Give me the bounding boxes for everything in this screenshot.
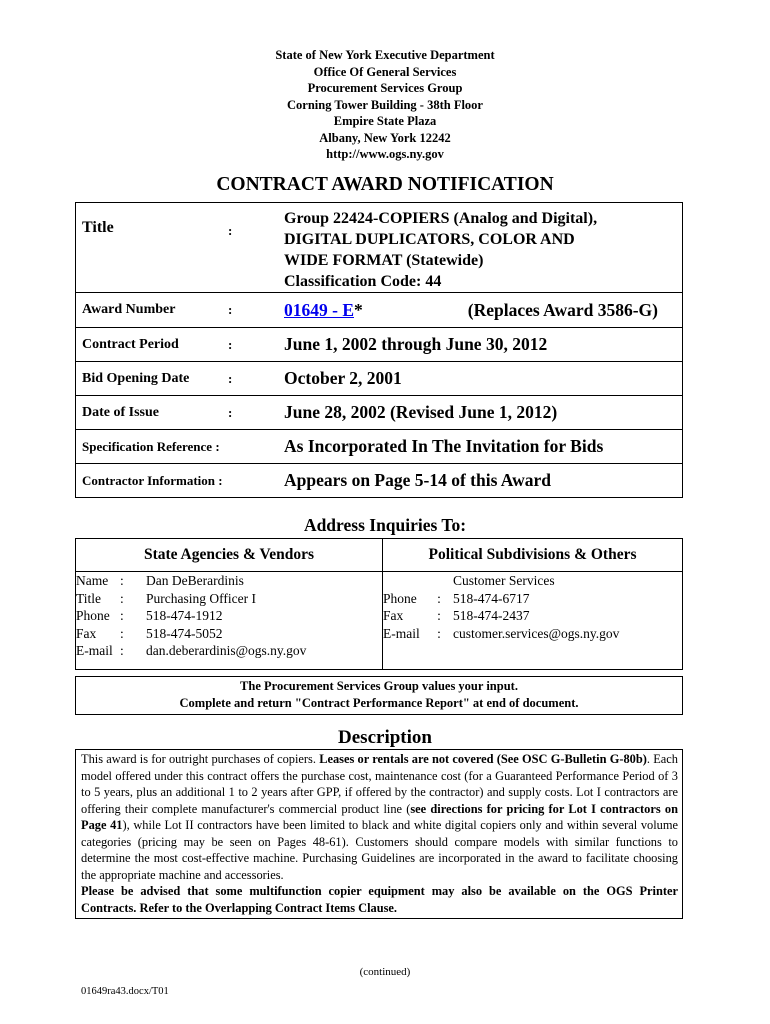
colon: : xyxy=(222,396,284,430)
bid-opening-row xyxy=(76,362,683,396)
contact-fax-row: Fax : 518-474-5052 xyxy=(76,625,223,641)
contract-period-row xyxy=(76,328,683,362)
contact-phone-row: Phone : 518-474-1912 xyxy=(76,608,223,623)
header-line: Empire State Plaza xyxy=(333,114,437,128)
cs-email-row: E-mail : customer.services@ogs.ny.gov xyxy=(383,625,620,641)
contact-title-row: Title : Purchasing Officer I xyxy=(76,590,256,606)
desc-advisory: Please be advised that some multifunction copier equipment may also be available on the OGS Printer Contracts. Refer to the Overlapping Contract Items Clause. xyxy=(81,884,678,915)
award-number-value xyxy=(284,293,683,328)
spec-ref-label xyxy=(76,430,285,464)
contract-period-value: June 1, 2002 through June 30, 2012 xyxy=(284,328,683,362)
colon: : xyxy=(228,223,233,238)
contact-name-row: Name : Dan DeBerardinis xyxy=(76,573,244,588)
description-title: Description xyxy=(338,727,432,748)
date-of-issue-label: Date of Issue xyxy=(76,396,223,430)
left-heading: State Agencies & Vendors xyxy=(76,539,383,572)
org-row: Customer Services xyxy=(453,573,555,588)
agency-header xyxy=(0,47,770,163)
feedback-line: The Procurement Services Group values your input. xyxy=(240,679,518,693)
spec-ref-row xyxy=(76,430,683,464)
desc-text: ), while Lot II contractors have been limited to black and white digital copiers only and within several volume categories (pricing may be seen on Pages 48-61). Customers should compare models with similar functions to determine the most cost-effective machine. Purchasing Guidelines are incorporated in the award to facilitate choosing the appropriate machine and accessories. xyxy=(81,818,679,882)
feedback-line: Complete and return "Contract Performance Report" at end of document. xyxy=(179,696,579,710)
feedback-box xyxy=(75,676,683,715)
state-contact xyxy=(76,572,383,670)
address-table xyxy=(75,538,683,670)
replaces-award: (Replaces Award 3586-G) xyxy=(467,299,658,320)
description-box xyxy=(75,749,683,919)
contract-period-label: Contract Period xyxy=(76,328,223,362)
contact-email-link[interactable]: dan.deberardinis@ogs.ny.gov xyxy=(146,643,307,658)
page-title: CONTRACT AWARD NOTIFICATION xyxy=(216,174,554,195)
contractor-value: Appears on Page 5-14 of this Award xyxy=(284,464,683,498)
header-line: Procurement Services Group xyxy=(307,81,463,95)
bid-opening-value: October 2, 2001 xyxy=(284,362,683,396)
contractor-row xyxy=(76,464,683,498)
cs-email-link[interactable]: customer.services@ogs.ny.gov xyxy=(453,625,620,641)
cs-phone-row: Phone : 518-474-6717 xyxy=(383,590,530,606)
header-url: http://www.ogs.ny.gov xyxy=(326,147,444,161)
header-line: Office Of General Services xyxy=(313,64,457,79)
colon: : xyxy=(222,293,284,328)
award-number-label: Award Number xyxy=(76,293,223,328)
contractor-label xyxy=(76,464,285,498)
political-contact xyxy=(383,572,683,670)
address-title: Address Inquiries To: xyxy=(303,515,467,535)
award-star: * xyxy=(354,299,363,320)
date-of-issue-value: June 28, 2002 (Revised June 1, 2012) xyxy=(284,396,683,430)
spec-ref-label-text: Specification Reference xyxy=(82,438,213,454)
classification-line: Classification Code: 44 xyxy=(284,273,442,290)
bid-opening-label: Bid Opening Date xyxy=(76,362,223,396)
award-info-table xyxy=(75,202,683,498)
continued-note: (continued) xyxy=(359,966,411,978)
title-value xyxy=(284,203,683,293)
award-number-row xyxy=(76,293,683,328)
title-line: WIDE FORMAT (Statewide) xyxy=(284,252,484,269)
spec-ref-value: As Incorporated In The Invitation for Bids xyxy=(284,430,683,464)
title-row xyxy=(76,203,683,293)
desc-bold: see directions for pricing for Lot I contractors on Page 41 xyxy=(81,801,678,832)
desc-text: This award is for outright purchases of copiers. xyxy=(81,752,320,766)
colon: : xyxy=(222,362,284,396)
date-of-issue-row xyxy=(76,396,683,430)
colon: : xyxy=(218,472,223,488)
colon: : xyxy=(215,438,220,454)
cs-fax-row: Fax : 518-474-2437 xyxy=(383,608,530,623)
contractor-label-text: Contractor Information xyxy=(82,472,215,488)
desc-bold: Leases or rentals are not covered (See OSC G-Bulletin G-80b) xyxy=(319,752,647,766)
award-number-link[interactable]: 01649 - E xyxy=(284,299,354,320)
colon: : xyxy=(222,328,284,362)
header-line: State of New York Executive Department xyxy=(275,48,495,62)
header-line: Albany, New York 12242 xyxy=(319,130,451,145)
title-line: Group 22424-COPIERS (Analog and Digital), xyxy=(284,210,598,227)
desc-text: . Each model offered under this contract offers the purchase cost, maintenance cost (for a Guaranteed Performance Period of 3 to 5 years, plus an additional 1 to 2 years after GPP, if offered by the contractor) and supply costs. Lot I contractors are offering their complete manufacturer's commercial product line ( xyxy=(81,752,678,816)
contact-email-row: E-mail : dan.deberardinis@ogs.ny.gov xyxy=(76,643,307,658)
title-label: Title xyxy=(82,219,114,236)
right-heading: Political Subdivisions & Others xyxy=(383,539,683,572)
header-line: Corning Tower Building - 38th Floor xyxy=(287,97,483,112)
footer-filename: 01649ra43.docx/T01 xyxy=(81,986,169,997)
title-line: DIGITAL DUPLICATORS, COLOR AND xyxy=(284,231,575,248)
